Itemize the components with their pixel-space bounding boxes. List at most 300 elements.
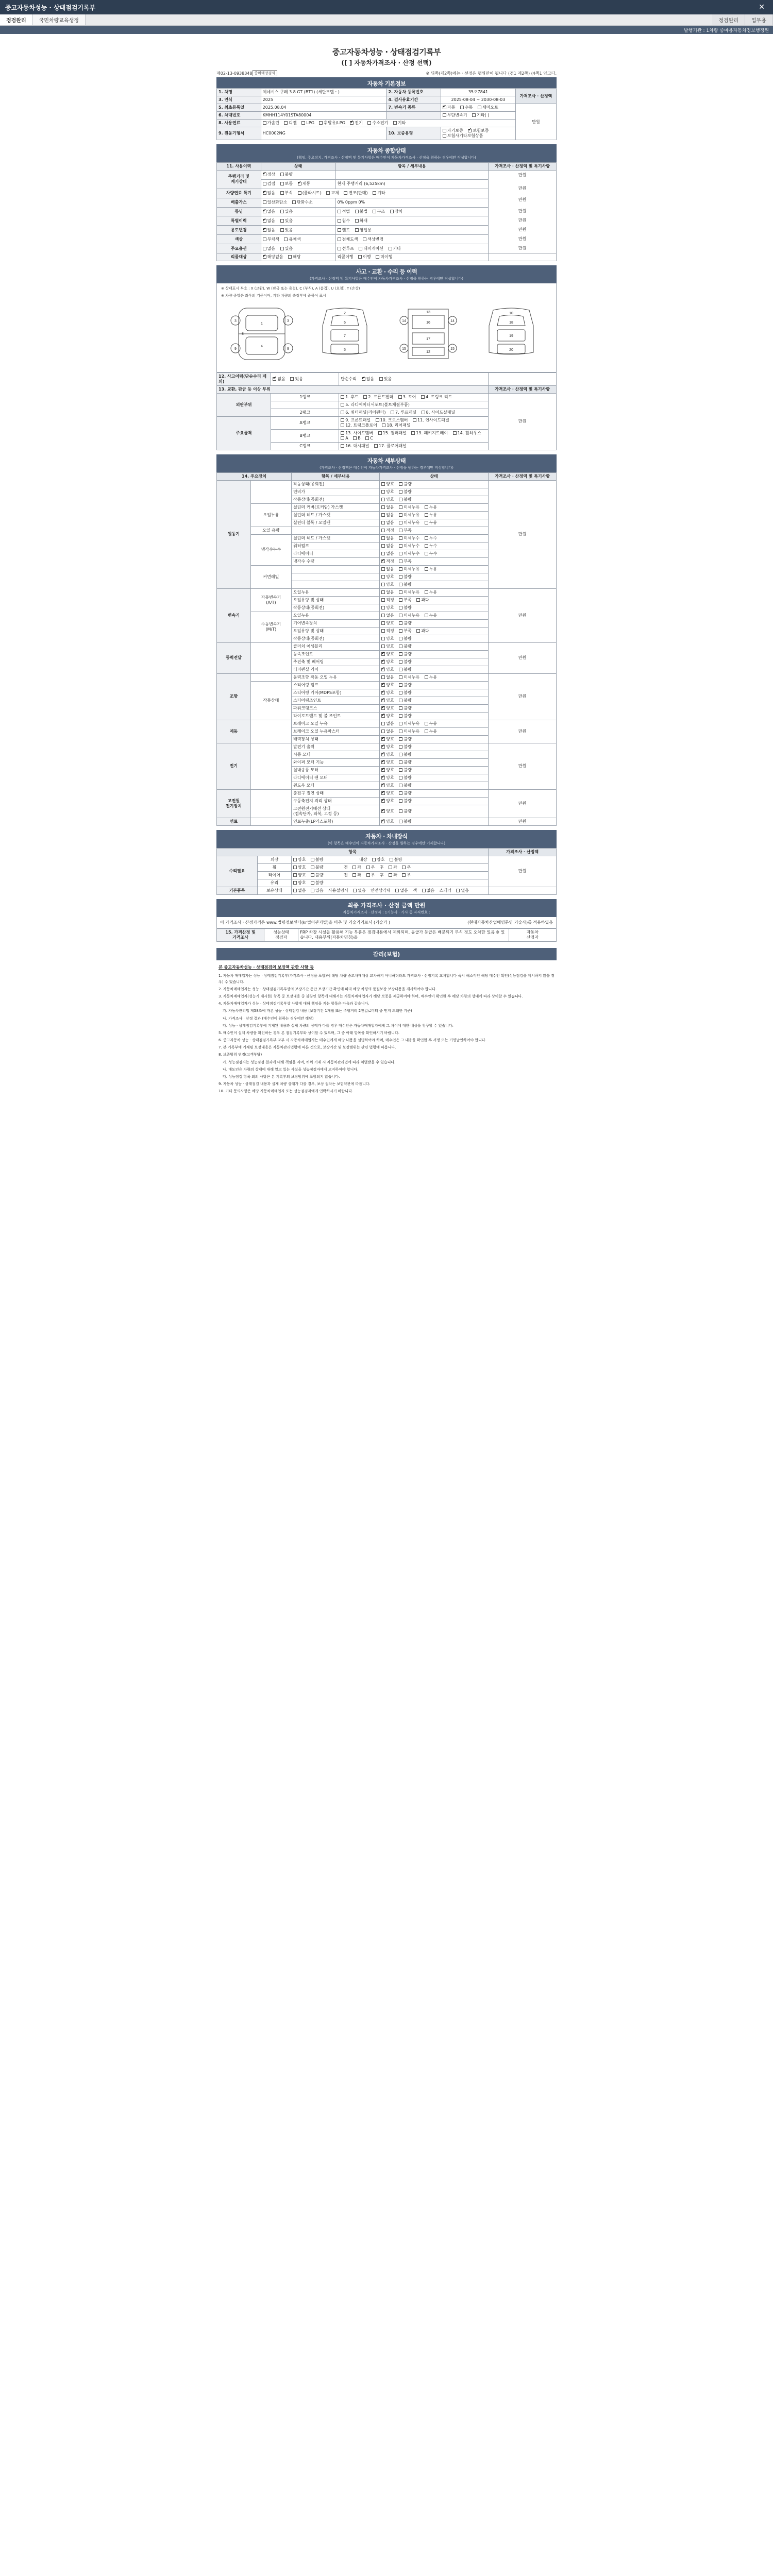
checkbox-icon[interactable] [381,536,385,540]
option-pillar-a[interactable] [341,436,348,441]
option-package-tray[interactable] [411,431,448,436]
option-exists[interactable] [379,377,392,382]
checkbox-icon[interactable] [381,768,385,772]
checkbox-icon[interactable] [416,629,420,633]
option-none[interactable] [381,544,394,549]
option-exists[interactable] [280,228,293,233]
cell-items-b[interactable] [339,429,489,442]
cell-detail-options[interactable] [335,244,489,253]
option-bad[interactable] [311,873,323,878]
checkbox-icon[interactable] [402,866,406,869]
checkbox-icon[interactable] [443,134,446,138]
option-leak[interactable] [425,536,437,541]
option-cross-member[interactable] [376,418,408,423]
checkbox-icon[interactable] [399,645,402,648]
item-state[interactable] [380,596,489,604]
item-state[interactable] [380,635,489,642]
checkbox-icon[interactable] [390,858,393,861]
option-adequate[interactable] [381,528,394,533]
checkbox-icon[interactable] [341,395,344,399]
option-bad[interactable] [399,706,411,711]
option-exists[interactable] [280,209,293,214]
option-slight-leak[interactable] [399,567,419,572]
option-good[interactable] [293,865,306,870]
option-radiator-support[interactable] [341,402,410,408]
checkbox-icon[interactable] [382,423,385,427]
checkbox-icon[interactable] [381,683,385,687]
checkbox-icon[interactable] [472,113,476,117]
option-bad[interactable] [311,865,323,870]
checkbox-icon[interactable] [374,444,378,448]
cell-state-mileage-1[interactable] [261,171,335,180]
option-commercial[interactable] [355,228,372,233]
item-state-glass[interactable] [291,879,488,887]
option-jack-none[interactable] [422,888,434,893]
option-good[interactable] [381,775,394,781]
option-corrosion[interactable] [280,191,293,196]
option-good[interactable] [381,706,394,711]
option-front-left[interactable] [352,865,361,870]
checkbox-icon[interactable] [381,722,385,725]
option-bad[interactable] [399,799,411,804]
checkbox-icon[interactable] [280,173,284,176]
checkbox-icon[interactable] [263,191,266,195]
cell-items-c[interactable] [339,442,489,450]
option-leak[interactable] [425,520,437,526]
option-bad[interactable] [399,683,411,688]
checkbox-icon[interactable] [425,675,428,679]
checkbox-icon[interactable] [399,660,402,664]
checkbox-icon[interactable] [341,431,344,435]
option-front-panel[interactable] [341,418,371,423]
checkbox-icon[interactable] [391,411,394,414]
tab-business[interactable] [745,14,773,25]
option-none[interactable] [293,888,306,893]
option-good[interactable] [381,683,394,688]
tab-inspection-mgmt[interactable] [712,14,745,25]
option-slight-leak[interactable] [399,721,419,726]
item-state[interactable] [380,727,489,735]
option-leak[interactable] [425,505,437,510]
option-pillar-panel[interactable] [378,431,407,436]
option-slight-leak[interactable] [399,590,419,595]
checkbox-icon[interactable] [381,820,385,823]
option-bad[interactable] [399,752,411,757]
checkbox-icon[interactable] [373,210,376,213]
checkbox-icon[interactable] [399,799,402,803]
checkbox-icon[interactable] [443,129,446,132]
option-transmission-cvt[interactable] [443,113,467,118]
checkbox-icon[interactable] [425,552,428,555]
option-none[interactable] [273,377,285,382]
item-state[interactable] [380,480,489,488]
option-insufficient[interactable] [399,629,411,634]
checkbox-icon[interactable] [399,753,402,756]
item-state[interactable] [380,627,489,635]
checkbox-icon[interactable] [399,652,402,656]
option-rear-left[interactable] [389,873,397,878]
checkbox-icon[interactable] [358,255,362,259]
car-view-left[interactable] [306,303,383,365]
checkbox-icon[interactable] [352,866,356,869]
checkbox-icon[interactable] [367,121,371,125]
option-co[interactable] [263,200,288,205]
checkbox-icon[interactable] [280,219,284,223]
option-rear-right[interactable] [402,873,411,878]
item-state[interactable] [380,735,489,743]
item-state[interactable] [380,534,489,542]
option-exists[interactable] [280,218,293,224]
checkbox-icon[interactable] [399,737,402,741]
checkbox-icon[interactable] [379,377,383,381]
checkbox-icon[interactable] [381,529,385,532]
option-good[interactable] [381,783,394,788]
item-state[interactable] [380,818,489,825]
option-front-fender[interactable] [363,395,393,400]
checkbox-icon[interactable] [353,889,357,892]
checkbox-icon[interactable] [399,730,402,733]
checkbox-icon[interactable] [425,521,428,524]
cell-detail-usage-change[interactable] [335,226,489,235]
option-adequate[interactable] [381,598,394,603]
option-bad[interactable] [399,659,411,665]
option-slight-leak[interactable] [399,505,419,510]
option-good[interactable] [381,482,394,487]
checkbox-icon[interactable] [399,575,402,579]
option-fuel-diesel[interactable] [284,121,296,126]
option-good[interactable] [381,760,394,765]
item-state[interactable] [380,758,489,766]
checkbox-icon[interactable] [399,776,402,779]
checkbox-icon[interactable] [366,866,370,869]
option-front-right[interactable] [366,865,375,870]
cell-state-fuel-special[interactable] [261,189,489,198]
checkbox-icon[interactable] [338,228,341,232]
option-achromatic[interactable] [263,237,279,242]
checkbox-icon[interactable] [381,745,385,749]
checkbox-icon[interactable] [288,255,292,259]
item-state[interactable] [380,673,489,681]
cell-state-options[interactable] [261,244,335,253]
cell-state-recall[interactable] [261,253,335,261]
option-bad[interactable] [399,482,411,487]
checkbox-icon[interactable] [293,873,297,877]
checkbox-icon[interactable] [293,881,297,885]
option-bad[interactable] [399,574,411,580]
checkbox-icon[interactable] [381,760,385,764]
checkbox-icon[interactable] [341,423,344,427]
option-bad[interactable] [399,636,411,641]
item-state[interactable] [380,789,489,797]
option-good-interior[interactable] [372,857,384,862]
option-applicable[interactable] [288,255,300,260]
option-bad[interactable] [399,768,411,773]
checkbox-icon[interactable] [399,668,402,671]
cell-value-year[interactable]: 2025 [261,96,386,104]
option-none[interactable] [381,520,394,526]
option-good[interactable] [381,582,394,587]
car-view-front[interactable] [223,303,300,365]
checkbox-icon[interactable] [381,660,385,664]
item-state[interactable] [380,642,489,650]
checkbox-icon[interactable] [381,598,385,602]
option-good[interactable] [381,791,394,796]
checkbox-icon[interactable] [311,873,314,877]
option-bad[interactable] [399,582,411,587]
option-leak[interactable] [425,675,437,680]
cell-value-first-reg[interactable]: 2025.08.04 [261,104,386,112]
option-none[interactable] [263,191,275,196]
option-pillar-c[interactable] [365,436,373,441]
option-transmission-auto[interactable] [443,105,455,110]
checkbox-icon[interactable] [399,552,402,555]
checkbox-icon[interactable] [381,809,385,813]
item-state[interactable] [380,712,489,720]
cell-value-fuel[interactable] [261,120,515,127]
checkbox-icon[interactable] [280,247,284,250]
checkbox-icon[interactable] [399,706,402,710]
option-fuel-electric[interactable] [350,121,362,126]
checkbox-icon[interactable] [425,614,428,617]
checkbox-icon[interactable] [399,809,402,813]
option-normal[interactable] [263,172,275,177]
option-not-performed[interactable] [376,255,392,260]
option-bad[interactable] [399,783,411,788]
item-state-exterior[interactable] [291,856,488,863]
option-bad[interactable] [399,744,411,750]
checkbox-icon[interactable] [280,210,284,213]
checkbox-icon[interactable] [389,247,392,250]
item-state[interactable] [380,612,489,619]
option-none[interactable] [381,590,394,595]
item-state[interactable] [380,805,489,818]
checkbox-icon[interactable] [381,668,385,671]
option-none[interactable] [381,551,394,556]
option-good[interactable] [381,667,394,672]
item-state[interactable] [380,720,489,727]
option-illegal[interactable] [355,209,367,214]
cell-items-a[interactable] [339,416,489,429]
item-state[interactable] [380,658,489,666]
checkbox-icon[interactable] [326,191,330,195]
option-door[interactable] [398,395,416,400]
checkbox-icon[interactable] [399,629,402,633]
option-exists[interactable] [290,377,303,382]
option-bad[interactable] [399,819,411,824]
checkbox-icon[interactable] [301,121,305,125]
item-state-blank[interactable] [380,573,489,581]
option-sunroof[interactable] [338,246,354,251]
checkbox-icon[interactable] [341,444,344,448]
option-rental[interactable] [338,228,350,233]
option-good[interactable] [381,737,394,742]
option-good[interactable] [293,857,306,862]
checkbox-icon[interactable] [390,210,394,213]
checkbox-icon[interactable] [399,699,402,702]
option-etc[interactable] [389,246,401,251]
cell-value-vin[interactable]: KMHH114Y01STA80004 [261,112,386,120]
checkbox-icon[interactable] [381,560,385,563]
checkbox-icon[interactable] [399,768,402,772]
option-bad[interactable] [399,775,411,781]
option-good[interactable] [381,744,394,750]
checkbox-icon[interactable] [355,210,359,213]
checkbox-icon[interactable] [381,714,385,718]
option-none[interactable] [381,721,394,726]
option-leak[interactable] [425,567,437,572]
option-floor-panel[interactable] [374,444,407,449]
option-good[interactable] [381,574,394,580]
item-state[interactable] [380,782,489,789]
item-state[interactable] [380,666,489,673]
option-transmission-semi[interactable] [478,105,498,110]
checkbox-icon[interactable] [389,866,392,869]
item-state[interactable] [380,751,489,758]
cell-detail-recall[interactable] [335,253,489,261]
checkbox-icon[interactable] [263,173,266,176]
item-state[interactable] [380,542,489,550]
option-insufficient[interactable] [399,528,411,533]
option-adequate[interactable] [381,559,394,564]
item-state[interactable] [380,519,489,527]
checkbox-icon[interactable] [381,606,385,609]
option-quarter-panel[interactable] [341,410,385,415]
cell-items-2[interactable] [339,401,489,409]
checkbox-icon[interactable] [381,482,385,486]
option-none[interactable] [381,505,394,510]
option-insufficient[interactable] [399,598,411,603]
option-modified[interactable] [344,191,367,196]
checkbox-icon[interactable] [381,544,385,548]
option-fuel-lpg[interactable] [301,121,314,126]
checkbox-icon[interactable] [389,873,392,877]
checkbox-icon[interactable] [381,753,385,756]
option-slight-leak[interactable] [399,544,419,549]
checkbox-icon[interactable] [359,247,362,250]
option-slight-leak[interactable] [399,613,419,618]
option-warranty-other[interactable] [443,133,483,139]
option-hood[interactable] [341,395,359,400]
price-transmission[interactable]: 만원 [489,588,557,642]
checkbox-icon[interactable] [263,121,266,125]
option-none[interactable] [263,228,275,233]
option-slight-leak[interactable] [399,675,419,680]
item-state[interactable] [380,503,489,511]
car-view-right[interactable] [473,303,550,365]
option-color-change[interactable] [363,237,383,242]
item-state-tire[interactable] [291,871,488,879]
option-not-applicable[interactable] [263,255,283,260]
cell-value-platenumber[interactable]: 35오7841 [441,89,515,96]
checkbox-icon[interactable] [399,590,402,594]
checkbox-icon[interactable] [263,228,266,232]
checkbox-icon[interactable] [352,873,356,877]
checkbox-icon[interactable] [381,784,385,787]
option-structure[interactable] [373,209,385,214]
checkbox-icon[interactable] [284,238,288,241]
checkbox-icon[interactable] [381,490,385,494]
item-state[interactable] [380,565,489,573]
checkbox-icon[interactable] [399,691,402,694]
cell-value-inspector-note[interactable]: FRP 차장 시설을 활용해 기능 부품은 점검내용에서 제외되며, 동급가 등급은 배분되기 부식 정도 오차한 있음 ※ 있습니다. 내용부위(자동차명칭)을 [298,928,509,941]
close-icon[interactable]: ✕ [759,3,765,11]
option-bad-interior[interactable] [390,857,402,862]
checkbox-icon[interactable] [399,490,402,494]
car-view-top[interactable] [390,303,467,365]
checkbox-icon[interactable] [411,431,415,435]
checkbox-icon[interactable] [422,889,426,892]
option-plastic[interactable] [298,191,322,196]
option-legal[interactable] [338,209,350,214]
checkbox-icon[interactable] [399,583,402,586]
checkbox-icon[interactable] [280,191,284,195]
cell-state-emission[interactable] [261,198,335,207]
checkbox-icon[interactable] [381,521,385,524]
checkbox-icon[interactable] [376,255,379,259]
checkbox-icon[interactable] [425,730,428,733]
checkbox-icon[interactable] [338,210,341,213]
checkbox-icon[interactable] [363,395,367,399]
checkbox-icon[interactable] [425,505,428,509]
option-transmission-other[interactable] [472,113,489,118]
option-excess[interactable] [416,598,429,603]
item-state[interactable] [380,689,489,697]
option-warranty-insurance[interactable] [468,128,489,133]
option-good[interactable] [381,605,394,611]
option-fuel-hydrogen[interactable] [367,121,388,126]
checkbox-icon[interactable] [399,621,402,625]
checkbox-icon[interactable] [381,691,385,694]
item-state[interactable] [380,511,489,519]
cell-value-simple-repair[interactable] [339,372,489,385]
checkbox-icon[interactable] [416,598,420,602]
checkbox-icon[interactable] [478,106,481,109]
cell-value-inspection-period[interactable]: 2025-08-04 ~ 2030-08-03 [441,96,515,104]
checkbox-icon[interactable] [381,652,385,656]
option-side-sill-panel[interactable] [422,410,456,415]
price-steering[interactable]: 만원 [489,673,557,720]
price-engine[interactable]: 만원 [489,480,557,588]
option-bad[interactable] [399,489,411,495]
option-good[interactable] [381,659,394,665]
option-bad[interactable] [399,809,411,814]
cell-detail-special-history[interactable] [335,216,489,226]
item-state[interactable] [380,619,489,627]
cell-state-color[interactable] [261,235,335,244]
option-bad[interactable] [399,605,411,611]
option-full-paint[interactable] [338,237,358,242]
checkbox-icon[interactable] [381,791,385,795]
cell-state-mileage-2[interactable] [261,179,335,189]
checkbox-icon[interactable] [350,121,354,125]
checkbox-icon[interactable] [399,521,402,524]
checkbox-icon[interactable] [263,238,266,241]
option-none[interactable] [381,675,394,680]
option-leak[interactable] [425,613,437,618]
checkbox-icon[interactable] [344,191,347,195]
cell-state-tuning[interactable] [261,207,335,216]
checkbox-icon[interactable] [381,498,385,501]
checkbox-icon[interactable] [443,113,446,117]
option-bad[interactable] [399,652,411,657]
checkbox-icon[interactable] [381,552,385,555]
option-exists[interactable] [280,246,293,251]
checkbox-icon[interactable] [263,255,266,259]
tab-national-car-education[interactable] [33,14,86,25]
checkbox-icon[interactable] [381,637,385,640]
option-none[interactable] [263,209,275,214]
checkbox-icon[interactable] [365,436,369,440]
